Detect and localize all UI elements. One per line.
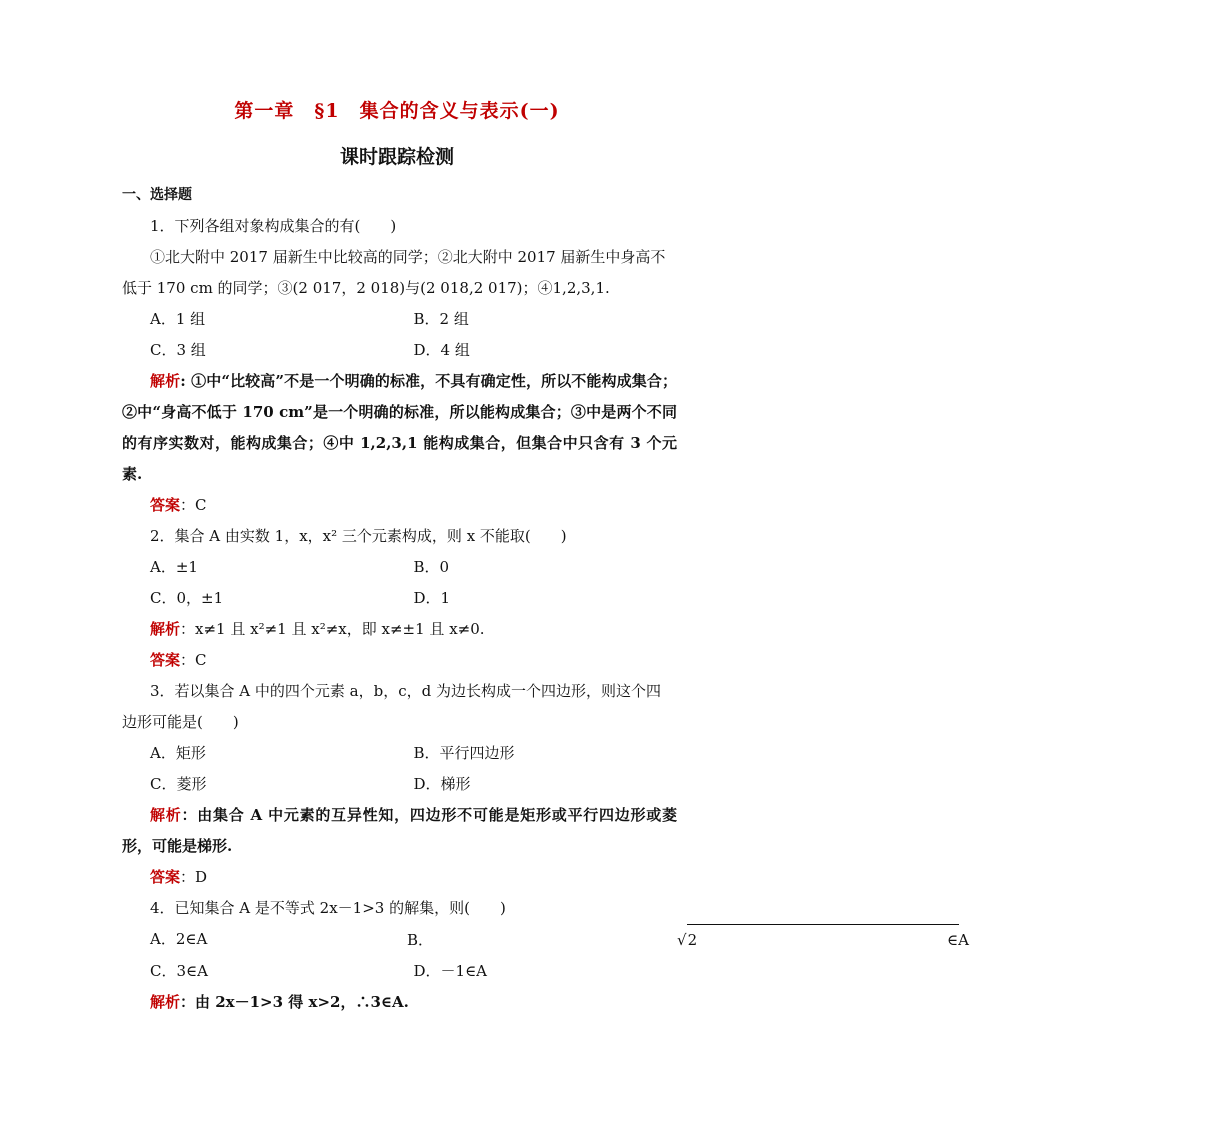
question-1-stem: 1．下列各组对象构成集合的有( ) xyxy=(150,217,397,235)
question-1-body-line-1: ①北大附中 2017 届新生中比较高的同学；②北大附中 2017 届新生中身高不 xyxy=(150,248,666,266)
section-title: 一、选择题 xyxy=(122,187,192,203)
analysis-text: ：由 2x－1>3 得 x>2，∴3∈A. xyxy=(180,993,409,1011)
question-3-stem-line-1: 3．若以集合 A 中的四个元素 a，b，c，d 为边长构成一个四边形，则这个四 xyxy=(150,682,661,700)
question-1-options-row-2 xyxy=(122,335,677,366)
analysis-label: 解析 xyxy=(150,806,182,824)
question-4-option-c: C．3∈A xyxy=(150,962,208,980)
analysis-text: : ①中“比较高”不是一个明确的标准，不具有确定性，所以不能构成集合；②中“身高不低于 170 cm”是一个明确的标准，所以能构成集合；③中是两个不同的有序实数对，能构成集合；④中 1,2,3,1 能构成集合，但集合中只含有 3 个元素. xyxy=(122,372,677,483)
question-4-option-a: A．2∈A xyxy=(150,930,208,948)
question-1-option-c: C．3 组 xyxy=(150,341,206,359)
question-3-analysis xyxy=(122,800,677,862)
analysis-label: 解析 xyxy=(150,993,181,1011)
question-2-answer xyxy=(122,645,677,676)
answer-label: 答案 xyxy=(150,651,181,669)
analysis-text: ：x≠1 且 x²≠1 且 x²≠x，即 x≠±1 且 x≠0. xyxy=(180,620,485,638)
question-4-option-b xyxy=(407,924,969,956)
question-2-option-b: B．0 xyxy=(413,558,450,576)
question-3-stem-line-2: 边形可能是( ) xyxy=(122,713,239,731)
option-b-prefix: B． xyxy=(407,931,434,949)
question-4-analysis xyxy=(122,987,677,1018)
question-1-answer xyxy=(122,490,677,521)
question-4-option-d: D．－1∈A xyxy=(413,962,488,980)
question-2-option-d: D．1 xyxy=(413,589,451,607)
sqrt-symbol: √2 xyxy=(677,924,947,956)
page-subtitle: 课时跟踪检测 xyxy=(339,146,454,168)
page-title: 第一章 §1 集合的含义与表示(一) xyxy=(234,100,560,122)
document-body xyxy=(122,180,969,1018)
question-3-option-c: C．菱形 xyxy=(150,775,207,793)
analysis-label: 解析 xyxy=(150,372,181,390)
question-1-body-line-2: 低于 170 cm 的同学；③(2 017，2 018)与(2 018,2 017)；④1,2,3,1. xyxy=(122,279,610,297)
answer-label: 答案 xyxy=(150,868,181,886)
question-4-options-row-1 xyxy=(122,924,969,956)
sqrt-radicand: 2 xyxy=(687,924,959,956)
question-2-options-row-1 xyxy=(122,552,677,583)
question-3-options-row-2 xyxy=(122,769,677,800)
question-3-option-b: B．平行四边形 xyxy=(413,744,515,762)
option-b-suffix: ∈A xyxy=(947,931,969,949)
question-4-stem: 4．已知集合 A 是不等式 2x－1>3 的解集，则( ) xyxy=(150,899,506,917)
analysis-text: ：由集合 A 中元素的互异性知，四边形不可能是矩形或平行四边形或菱形，可能是梯形. xyxy=(122,806,677,855)
answer-text: ：D xyxy=(180,868,208,886)
question-3-answer xyxy=(122,862,677,893)
question-1-option-d: D．4 组 xyxy=(413,341,470,359)
answer-text: ：C xyxy=(180,651,207,669)
question-1-option-b: B．2 组 xyxy=(413,310,469,328)
question-2-stem: 2．集合 A 由实数 1，x，x² 三个元素构成，则 x 不能取( ) xyxy=(150,527,567,545)
answer-text: ：C xyxy=(180,496,207,514)
question-2-option-c: C．0，±1 xyxy=(150,589,224,607)
question-2-analysis xyxy=(122,614,677,645)
question-4-options-row-2 xyxy=(122,956,677,987)
question-1-option-a: A．1 组 xyxy=(150,310,206,328)
question-3-options-row-1 xyxy=(122,738,677,769)
question-3-option-d: D．梯形 xyxy=(413,775,471,793)
question-2-options-row-2 xyxy=(122,583,677,614)
question-1-options-row-1 xyxy=(122,304,677,335)
question-1-analysis xyxy=(122,366,677,490)
analysis-label: 解析 xyxy=(150,620,181,638)
question-2-option-a: A．±1 xyxy=(150,558,198,576)
question-3-option-a: A．矩形 xyxy=(150,744,206,762)
answer-label: 答案 xyxy=(150,496,181,514)
